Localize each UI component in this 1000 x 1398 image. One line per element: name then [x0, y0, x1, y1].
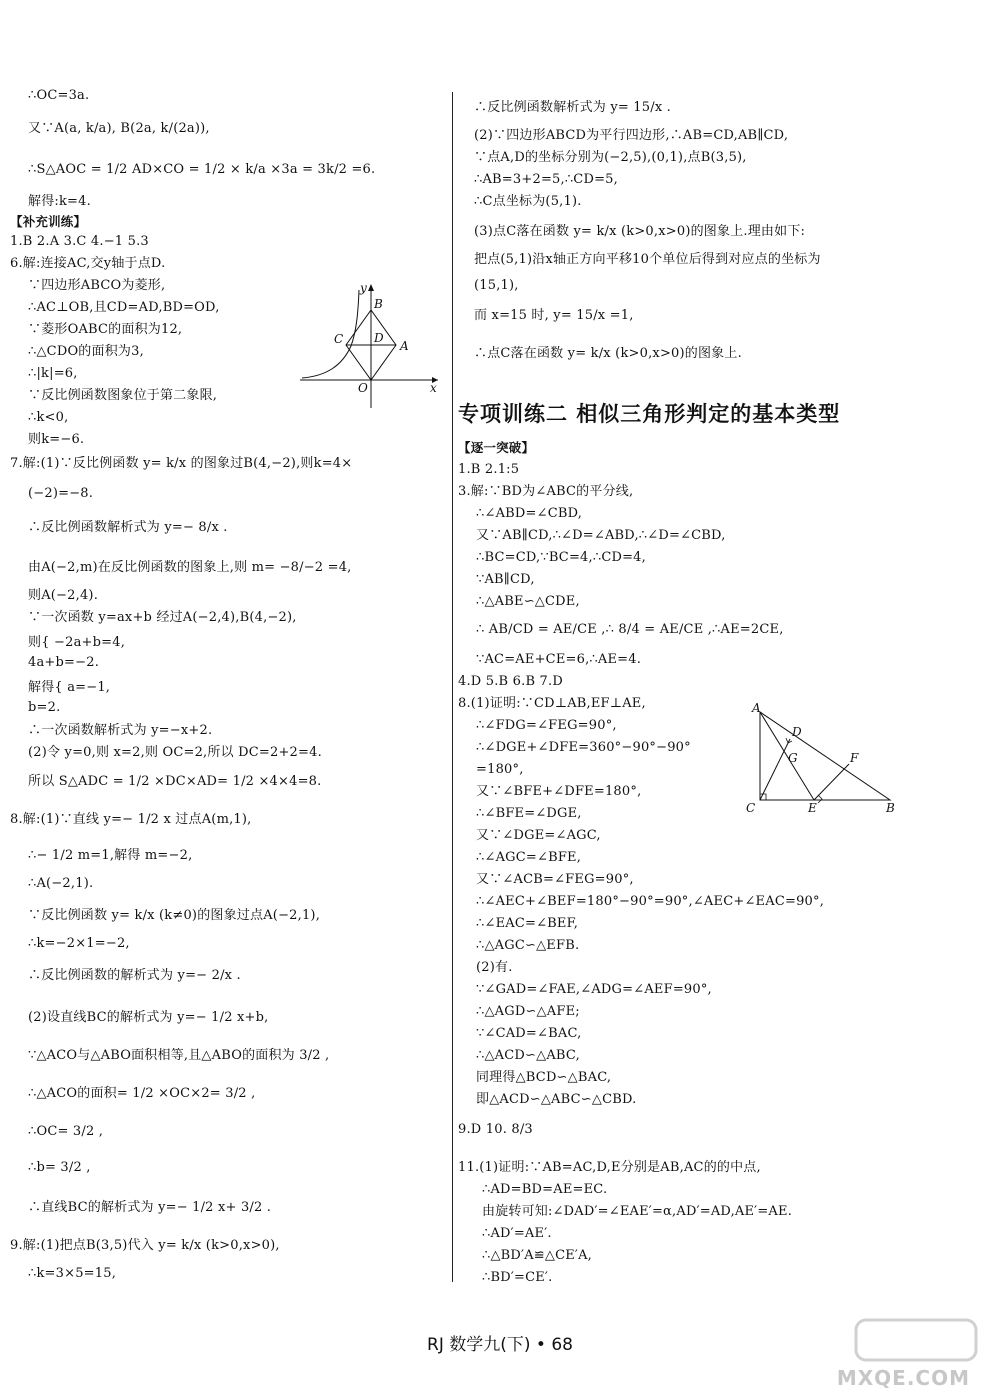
text-line: 又∵∠DGE=∠AGC,	[476, 828, 601, 843]
text-line: 3.解:∵BD为∠ABC的平分线,	[458, 484, 634, 499]
text-line: ∴OC= 3/2 ,	[28, 1124, 104, 1139]
text-line: 7.解:(1)∵反比例函数 y= k/x 的图象过B(4,−2),则k=4×	[10, 456, 353, 471]
text-line: ∴△CDO的面积为3,	[28, 344, 144, 359]
text-line: 8.解:(1)∵直线 y=− 1/2 x 过点A(m,1),	[10, 812, 252, 827]
text-line: 9.D 10. 8/3	[458, 1122, 533, 1137]
text-line: ∴∠BFE=∠DGE,	[476, 806, 582, 821]
text-line: 解得{ a=−1,	[28, 680, 111, 695]
segment-cd	[760, 739, 790, 800]
text-line: 4.D 5.B 6.B 7.D	[458, 674, 563, 689]
text-line: ∴|k|=6,	[28, 366, 78, 381]
text-line: ∴AD′=AE′.	[482, 1226, 552, 1241]
text-line: ∴∠FDG=∠FEG=90°,	[476, 718, 617, 733]
text-line: 又∵∠BFE+∠DFE=180°,	[476, 784, 642, 799]
text-line: 而 x=15 时, y= 15/x =1,	[474, 308, 634, 323]
triangle-abc	[760, 712, 890, 800]
text-line: ∴k<0,	[28, 410, 69, 425]
label-a: A	[400, 339, 409, 353]
text-line: ∴BD′=CE′.	[482, 1270, 553, 1285]
text-line: ∵∠CAD=∠BAC,	[476, 1026, 582, 1041]
text-line: ∴直线BC的解析式为 y=− 1/2 x+ 3/2 .	[28, 1200, 272, 1215]
text-line: (3)点C落在函数 y= k/x (k>0,x>0)的图象上.理由如下:	[474, 224, 806, 239]
segment-ef	[814, 764, 849, 800]
text-line: ∴△AGD∽△AFE;	[476, 1004, 580, 1019]
label-d: D	[792, 725, 802, 739]
text-line: 6.解:连接AC,交y轴于点D.	[10, 256, 166, 271]
text-line: ∴C点坐标为(5,1).	[474, 194, 582, 209]
text-line: 则k=−6.	[28, 432, 85, 447]
text-line: ∴S△AOC = 1/2 AD×CO = 1/2 × k/a ×3a = 3k/2 =6.	[28, 162, 376, 177]
text-line: ∴∠EAC=∠BEF,	[476, 916, 579, 931]
text-line: 则A(−2,4).	[28, 588, 99, 603]
text-line: ∴反比例函数的解析式为 y=− 2/x .	[28, 968, 241, 983]
hyperbola-curve	[302, 290, 359, 378]
text-line: 解得:k=4.	[28, 194, 91, 209]
text-line: 【补充训练】	[10, 214, 87, 229]
label-c: C	[334, 332, 344, 346]
label-f: F	[850, 751, 859, 765]
rhombus-figure	[296, 280, 446, 410]
text-line: (2)∵四边形ABCD为平行四边形,∴AB=CD,AB∥CD,	[474, 128, 789, 143]
label-o: O	[358, 381, 368, 395]
y-axis-arrow	[368, 284, 374, 291]
text-line: ∴△AGC∽△EFB.	[476, 938, 580, 953]
text-line: ∴△BD′A≌△CE′A,	[482, 1248, 592, 1263]
text-line: ∴△ACO的面积= 1/2 ×OC×2= 3/2 ,	[28, 1086, 256, 1101]
section-title: 专项训练二 相似三角形判定的基本类型	[458, 402, 841, 426]
label-c: C	[746, 801, 756, 815]
text-line: ∵菱形OABC的面积为12,	[28, 322, 183, 337]
label-b: B	[886, 801, 895, 815]
text-line: ∵一次函数 y=ax+b 经过A(−2,4),B(4,−2),	[28, 610, 297, 625]
text-line: ∴ AB/CD = AE/CE ,∴ 8/4 = AE/CE ,∴AE=2CE,	[476, 622, 784, 637]
text-line: 又∵A(a, k/a), B(2a, k/(2a)),	[28, 121, 210, 136]
text-line: =180°,	[476, 762, 524, 777]
text-line: (2)有.	[476, 960, 513, 975]
text-line: 1.B 2.1:5	[458, 462, 520, 477]
right-angle-e	[818, 795, 822, 803]
text-line: ∴AB=3+2=5,∴CD=5,	[474, 172, 618, 187]
text-line: ∴反比例函数解析式为 y=− 8/x .	[28, 520, 228, 535]
column-divider	[452, 92, 453, 1282]
text-line: 1.B 2.A 3.C 4.−1 5.3	[10, 234, 149, 249]
text-line: (2)设直线BC的解析式为 y=− 1/2 x+b,	[28, 1010, 269, 1025]
text-line: ∴− 1/2 m=1,解得 m=−2,	[28, 848, 193, 863]
text-line: ∴反比例函数解析式为 y= 15/x .	[474, 100, 672, 115]
label-a: A	[752, 701, 761, 715]
text-line: ∴∠ABD=∠CBD,	[476, 506, 583, 521]
text-line: ∴∠AGC=∠BFE,	[476, 850, 582, 865]
text-line: 由A(−2,m)在反比例函数的图象上,则 m= −8/−2 =4,	[28, 560, 352, 575]
text-line: ∴一次函数解析式为 y=−x+2.	[28, 723, 213, 738]
text-line: ∵点A,D的坐标分别为(−2,5),(0,1),点B(3,5),	[474, 150, 747, 165]
text-line: ∴△ACD∽△ABC,	[476, 1048, 580, 1063]
text-line: 8.(1)证明:∵CD⊥AB,EF⊥AE,	[458, 696, 646, 711]
text-line: ∴OC=3a.	[28, 88, 90, 103]
text-line: ∴A(−2,1).	[28, 876, 94, 891]
text-line: 同理得△BCD∽△BAC,	[476, 1070, 612, 1085]
text-line: ∴∠DGE+∠DFE=360°−90°−90°	[476, 740, 691, 755]
text-line: 所以 S△ADC = 1/2 ×DC×AD= 1/2 ×4×4=8.	[28, 774, 322, 789]
text-line: ∵四边形ABCO为菱形,	[28, 278, 166, 293]
triangle-figure	[740, 700, 900, 820]
text-line: ∴AD=BD=AE=EC.	[482, 1182, 608, 1197]
label-d: D	[374, 331, 384, 345]
text-line: 4a+b=−2.	[28, 655, 100, 670]
text-line: 则{ −2a+b=4,	[28, 635, 126, 650]
text-line: ∴b= 3/2 ,	[28, 1160, 91, 1175]
text-line: ∵AC=AE+CE=6,∴AE=4.	[476, 652, 642, 667]
label-x: x	[430, 381, 437, 395]
text-line: ∴点C落在函数 y= k/x (k>0,x>0)的图象上.	[474, 346, 742, 361]
text-line: ∴AC⊥OB,且CD=AD,BD=OD,	[28, 300, 220, 315]
text-line: ∴△ABE∽△CDE,	[476, 594, 580, 609]
text-line: 又∵∠ACB=∠FEG=90°,	[476, 872, 634, 887]
text-line: 又∵AB∥CD,∴∠D=∠ABD,∴∠D=∠CBD,	[476, 528, 726, 543]
text-line: ∴∠AEC+∠BEF=180°−90°=90°,∠AEC+∠EAC=90°,	[476, 894, 825, 909]
text-line: ∵∠GAD=∠FAE,∠ADG=∠AEF=90°,	[476, 982, 712, 997]
text-line: 9.解:(1)把点B(3,5)代入 y= k/x (k>0,x>0),	[10, 1238, 280, 1253]
text-line: ∵反比例函数 y= k/x (k≠0)的图象过点A(−2,1),	[28, 908, 321, 923]
text-line: 由旋转可知:∠DAD′=∠EAE′=α,AD′=AD,AE′=AE.	[482, 1204, 793, 1219]
text-line: ∵△ACO与△ABO面积相等,且△ABO的面积为 3/2 ,	[28, 1048, 330, 1063]
text-line: ∴k=3×5=15,	[28, 1266, 117, 1281]
text-line: 即△ACD∽△ABC∽△CBD.	[476, 1092, 637, 1107]
label-g: G	[788, 751, 798, 765]
text-line: (2)令 y=0,则 x=2,则 OC=2,所以 DC=2+2=4.	[28, 745, 322, 760]
label-e: E	[808, 801, 817, 815]
page-footer: RJ 数学九(下) • 68	[427, 1335, 573, 1355]
label-y: y	[360, 281, 367, 295]
text-line: 11.(1)证明:∵AB=AC,D,E分别是AB,AC的的中点,	[458, 1160, 761, 1175]
watermark-text: MXQE.COM	[836, 1366, 970, 1390]
text-line: 把点(5,1)沿x轴正方向平移10个单位后得到对应点的坐标为	[474, 252, 821, 267]
text-line: (−2)=−8.	[28, 486, 94, 501]
text-line: ∵反比例函数图象位于第二象限,	[28, 388, 218, 403]
text-line: b=2.	[28, 700, 61, 715]
text-line: ∴BC=CD,∵BC=4,∴CD=4,	[476, 550, 646, 565]
text-line: (15,1),	[474, 278, 519, 293]
segment-ae	[760, 712, 814, 800]
text-line: ∴k=−2×1=−2,	[28, 936, 130, 951]
text-line: ∵AB∥CD,	[476, 572, 535, 587]
text-line: 【逐一突破】	[458, 440, 535, 455]
label-b: B	[374, 297, 383, 311]
